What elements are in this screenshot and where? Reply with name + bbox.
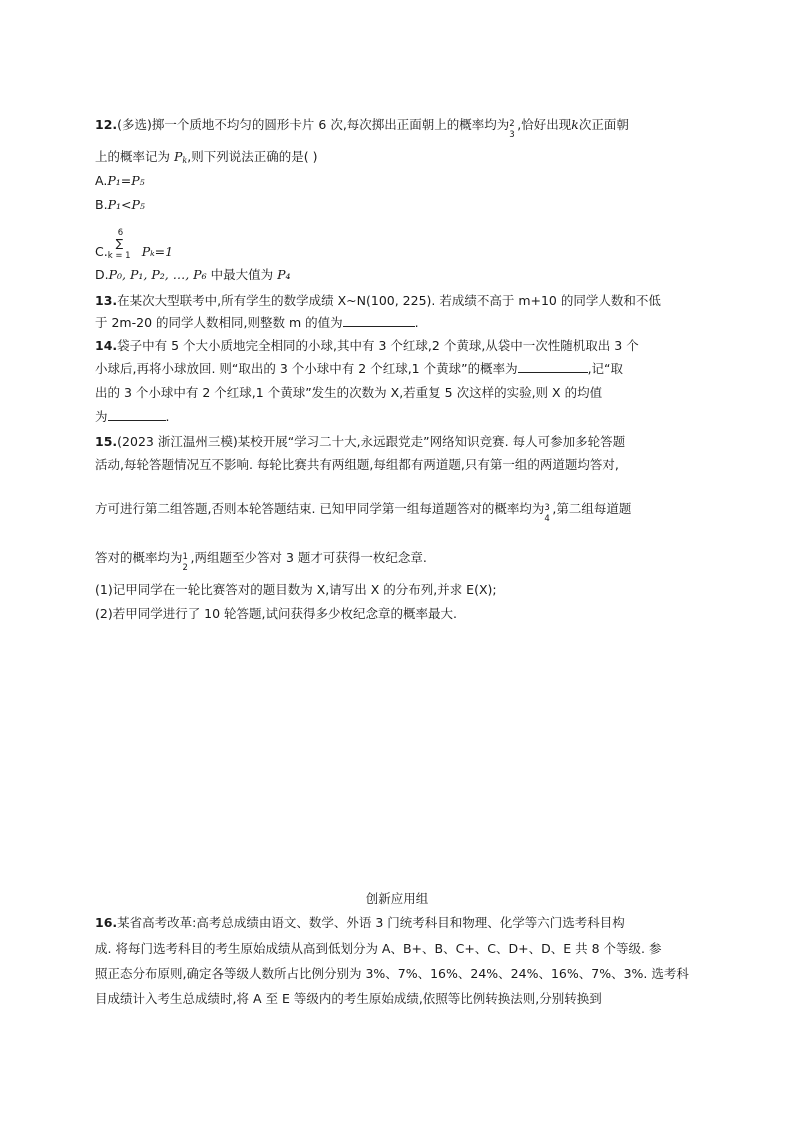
q14-line3 — [95, 384, 602, 402]
q13-text1: 在某次大型联考中,所有学生的数学成绩 X~N(100, 225). 若成绩不高于 m+10 的同学人数和不低 — [117, 293, 661, 308]
q16-text1: 某省高考改革:高考总成绩由语文、数学、外语 3 门统考科目和物理、化学等六门选考科目构 — [117, 915, 625, 930]
summation-symbol — [107, 228, 142, 261]
q14-number: 14. — [95, 338, 118, 353]
q14-text2-tail: ,记“取 — [587, 361, 624, 376]
q15-frac2-num: 1 — [182, 552, 188, 562]
q12-option-d — [95, 266, 291, 284]
q14-text4: 为 — [95, 409, 108, 424]
q12-number: 12. — [95, 117, 118, 132]
q12-line2b: ,则下列说法正确的是( ) — [187, 149, 318, 164]
q16-line3 — [95, 965, 689, 983]
q16-line4 — [95, 990, 602, 1008]
q12-option-d-expr: P₀, P₁, P₂, …, P₆ — [108, 267, 207, 282]
q15-line1 — [95, 433, 625, 451]
q15-sub1-text: (1)记甲同学在一轮比赛答对的题目数为 X,请写出 X 的分布列,并求 E(X); — [95, 582, 497, 597]
q13-answer-blank[interactable] — [343, 314, 415, 327]
q15-text4a: 答对的概率均为 — [95, 550, 183, 565]
sum-upper: 6 — [117, 228, 124, 238]
q16-text3: 照正态分布原则,确定各等级人数所占比例分别为 3%、7%、16%、24%、24%、16%、7%、3%. 选考科 — [95, 966, 689, 981]
q14-end: . — [165, 409, 170, 424]
section-title: 创新应用组 — [365, 891, 429, 906]
q13-line2 — [95, 314, 419, 332]
q13-end: . — [414, 315, 419, 330]
q15-frac1-den: 4 — [544, 514, 550, 524]
q15-frac2-den: 2 — [182, 563, 188, 573]
q13-number: 13. — [95, 293, 118, 308]
q14-line2 — [95, 360, 623, 378]
q12-option-d-label: D. — [95, 267, 109, 282]
sum-lower: k = 1 — [107, 251, 131, 261]
q15-text2: 活动,每轮答题情况互不影响. 每轮比赛共有两组题,每组都有两道题,只有第一组的两道题均答对, — [95, 457, 619, 472]
q12-pk-sub: k — [182, 156, 188, 165]
q12-frac-num: 2 — [509, 119, 515, 129]
q12-option-a-expr: P₁=P₅ — [107, 173, 145, 188]
q12-tag: (多选) — [117, 117, 152, 132]
q12-frac-den: 3 — [509, 130, 515, 140]
q14-answer-blank-1[interactable] — [518, 360, 588, 373]
q14-text2: 小球后,再将小球放回. 则“取出的 3 个小球中有 2 个红球,1 个黄球”的概率为 — [95, 361, 518, 376]
q15-line3 — [95, 500, 632, 524]
q12-option-a-label: A. — [95, 173, 108, 188]
q12-pk-var: P — [174, 149, 183, 164]
q14-line4 — [95, 408, 170, 426]
q15-text1: (2023 浙江温州三模)某校开展“学习二十大,永远跟党走”网络知识竞赛. 每人可参加多轮答题 — [117, 434, 626, 449]
q15-subquestion-2 — [95, 605, 457, 623]
q14-text3: 出的 3 个小球中有 2 个红球,1 个黄球”发生的次数为 X,若重复 5 次这样的实验,则 X 的均值 — [95, 385, 603, 400]
q12-option-c-label: C. — [95, 244, 108, 259]
q13-line1 — [95, 292, 661, 310]
q12-text1: 掷一个质地不均匀的圆形卡片 6 次,每次掷出正面朝上的概率均为 — [151, 117, 510, 132]
q15-number: 15. — [95, 434, 118, 449]
q16-text4: 目成绩计入考生总成绩时,将 A 至 E 等级内的考生原始成绩,依照等比例转换法则,分别转换到 — [95, 991, 602, 1006]
q15-line2 — [95, 456, 619, 474]
q14-text1: 袋子中有 5 个大小质地完全相同的小球,其中有 3 个红球,2 个黄球,从袋中一次性随机取出 3 个 — [117, 338, 639, 353]
q14-line1 — [95, 337, 639, 355]
q15-text4b: ,两组题至少答对 3 题才可获得一枚纪念章. — [190, 550, 427, 565]
q15-text3a: 方可进行第二组答题,否则本轮答题结束. 已知甲同学第一组每道题答对的概率均为 — [95, 501, 545, 516]
q12-text3: 次正面朝 — [578, 117, 629, 132]
q16-line2 — [95, 940, 661, 958]
q12-option-c — [95, 228, 174, 261]
q12-line2a: 上的概率记为 — [95, 149, 171, 164]
q12-option-b-expr: P₁<P₅ — [107, 197, 145, 212]
q12-option-b-label: B. — [95, 197, 108, 212]
q15-subquestion-1 — [95, 581, 497, 599]
sigma-icon: ∑ — [115, 237, 124, 250]
q14-answer-blank-2[interactable] — [108, 408, 166, 421]
q12-line1 — [95, 116, 629, 140]
q15-text3b: ,第二组每道题 — [552, 501, 632, 516]
q15-line4 — [95, 549, 427, 573]
q12-option-c-expr: Pₖ=1 — [141, 244, 174, 259]
q15-frac1-num: 3 — [544, 503, 550, 513]
q12-option-b — [95, 196, 145, 214]
q12-text2: ,恰好出现 — [517, 117, 572, 132]
q12-option-a — [95, 172, 145, 190]
q13-text2: 于 2m-20 的同学人数相同,则整数 m 的值为 — [95, 315, 343, 330]
q16-text2: 成. 将每门选考科目的考生原始成绩从高到低划分为 A、B+、B、C+、C、D+、D、E 共 8 个等级. 参 — [95, 941, 662, 956]
q12-option-d-last: P₄ — [277, 267, 291, 282]
q16-line1 — [95, 914, 625, 932]
q16-number: 16. — [95, 915, 118, 930]
q15-sub2-text: (2)若甲同学进行了 10 轮答题,试问获得多少枚纪念章的概率最大. — [95, 606, 458, 621]
q12-var-k: k — [571, 117, 579, 132]
q12-line2 — [95, 148, 317, 170]
q12-option-d-tail: 中最大值为 — [210, 267, 274, 282]
